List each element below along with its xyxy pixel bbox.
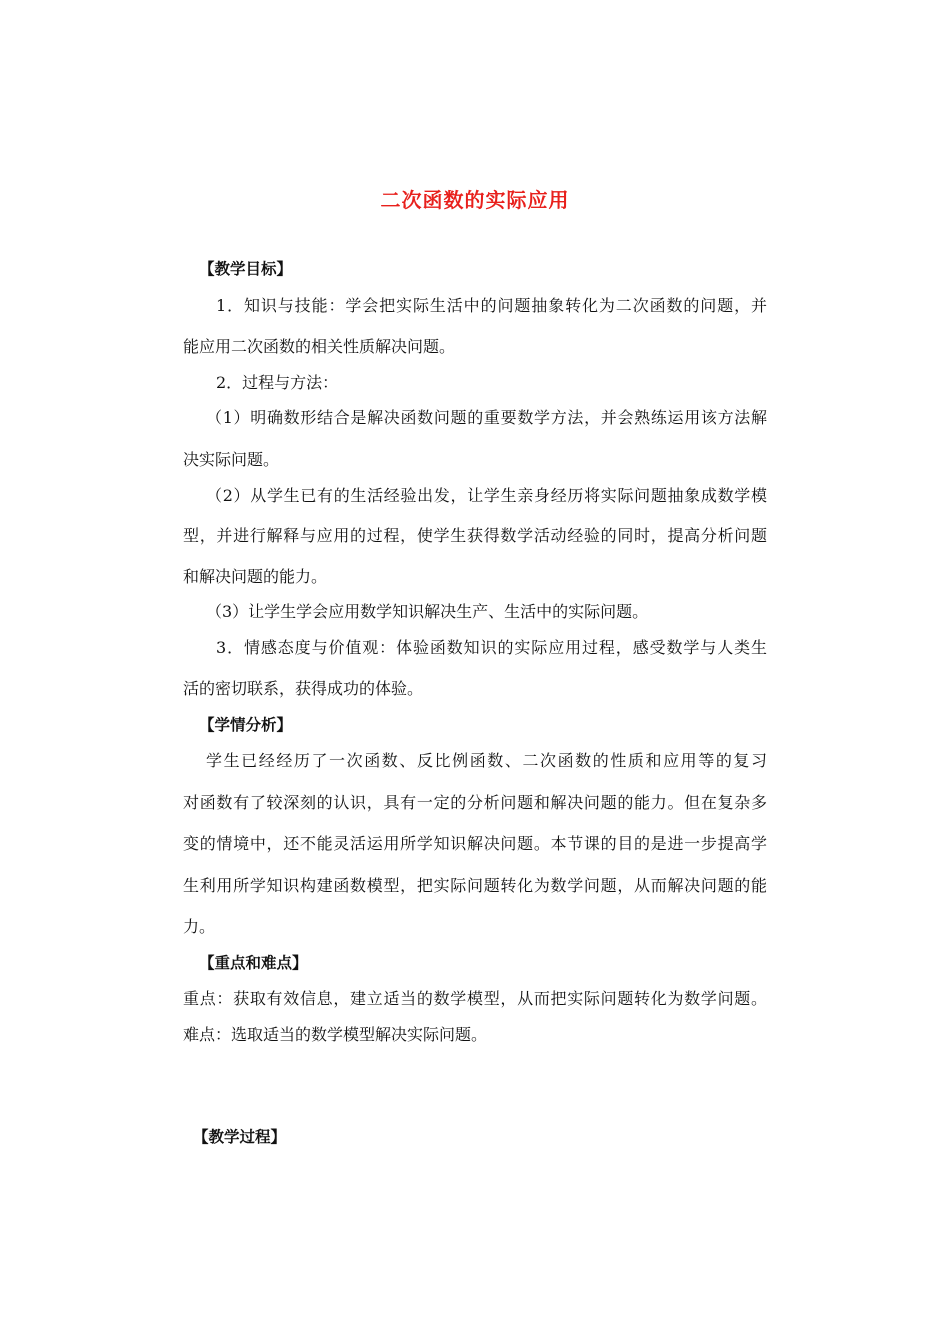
analysis-line-3: 变的情境中，还不能灵活运用所学知识解决问题。本节课的目的是进一步提高学 bbox=[183, 834, 767, 853]
objective-2-sub-1-line-2: 决实际问题。 bbox=[183, 450, 280, 469]
objective-2-sub-3: （3）让学生学会应用数学知识解决生产、生活中的实际问题。 bbox=[206, 602, 649, 621]
objective-2-sub-2-line-3: 和解决问题的能力。 bbox=[183, 567, 328, 586]
objective-1-line-2: 能应用二次函数的相关性质解决问题。 bbox=[183, 337, 456, 356]
analysis-line-2: 对函数有了较深刻的认识，具有一定的分析问题和解决问题的能力。但在复杂多 bbox=[183, 793, 767, 812]
analysis-line-4: 生利用所学知识构建函数模型，把实际问题转化为数学问题，从而解决问题的能 bbox=[183, 876, 767, 895]
section-heading-objectives: 【教学目标】 bbox=[199, 260, 293, 278]
objective-1-line-1: 1．知识与技能：学会把实际生活中的问题抽象转化为二次函数的问题，并 bbox=[216, 296, 767, 315]
section-heading-process: 【教学过程】 bbox=[193, 1128, 287, 1146]
objective-3-line-1: 3．情感态度与价值观：体验函数知识的实际应用过程，感受数学与人类生 bbox=[216, 638, 767, 657]
objective-2-sub-2-line-2: 型，并进行解释与应用的过程，使学生获得数学活动经验的同时，提高分析问题 bbox=[183, 526, 767, 545]
analysis-line-5: 力。 bbox=[183, 917, 216, 936]
objective-3-line-2: 活的密切联系，获得成功的体验。 bbox=[183, 679, 424, 698]
objective-2: 2．过程与方法： bbox=[216, 373, 339, 392]
document-title: 二次函数的实际应用 bbox=[380, 188, 570, 212]
objective-2-sub-2-line-1: （2）从学生已有的生活经验出发，让学生亲身经历将实际问题抽象成数学模 bbox=[206, 486, 767, 505]
section-heading-analysis: 【学情分析】 bbox=[199, 716, 293, 734]
section-heading-key-points: 【重点和难点】 bbox=[199, 954, 308, 972]
key-point-text: 重点：获取有效信息，建立适当的数学模型，从而把实际问题转化为数学问题。 bbox=[183, 989, 767, 1008]
objective-2-sub-1-line-1: （1）明确数形结合是解决函数问题的重要数学方法，并会熟练运用该方法解 bbox=[206, 408, 767, 427]
difficult-point-text: 难点：选取适当的数学模型解决实际问题。 bbox=[183, 1025, 488, 1044]
analysis-line-1: 学生已经经历了一次函数、反比例函数、二次函数的性质和应用等的复习 bbox=[206, 751, 767, 770]
